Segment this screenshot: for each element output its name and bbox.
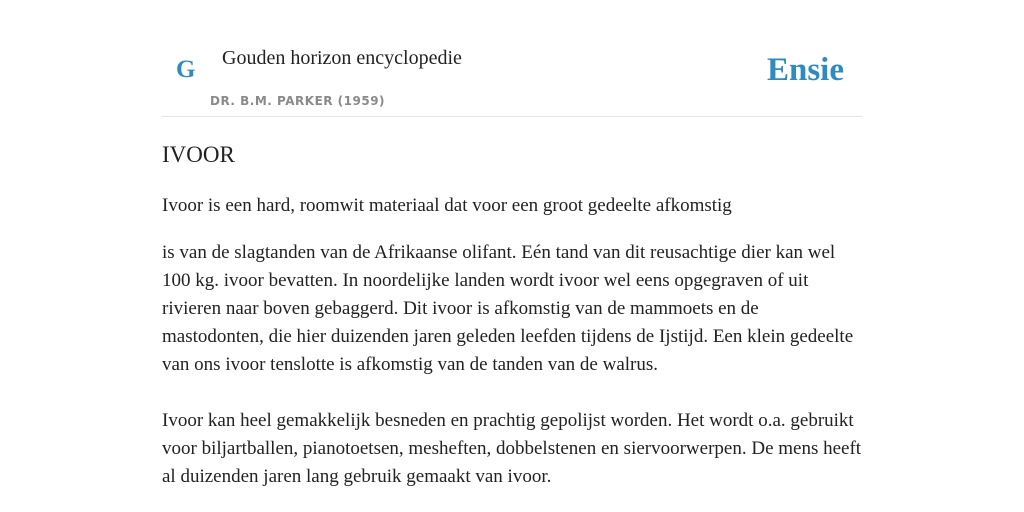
article-paragraph: Ivoor kan heel gemakkelijk besneden en prachtig gepolijst worden. Het wordt o.a. gebruikt voor biljartballen, pianotoetsen, mesheften, dobbelstenen en siervoorwerpen. De mens heeft al duizenden jaren lang gebruik gemaakt van ivoor. xyxy=(162,410,862,487)
article-body xyxy=(162,192,862,510)
book-author: DR. B.M. PARKER (1959) xyxy=(210,94,386,108)
article-paragraph-intro: Ivoor is een hard, roomwit materiaal dat voor een groot gedeelte afkomstig xyxy=(162,195,732,216)
book-title[interactable]: Gouden horizon encyclopedie xyxy=(222,47,462,69)
article-title: IVOOR xyxy=(162,142,235,167)
article-paragraph: is van de slagtanden van de Afrikaanse olifant. Eén tand van dit reusachtige dier kan wel 100 kg. ivoor bevatten. In noordelijke landen wordt ivoor wel eens opgegraven of uit rivieren naar boven gebaggerd. Dit ivoor is afkomstig van de mammoets en de mastodonten, die hier duizenden jaren geleden leefden tijdens de Ijstijd. Een klein gedeelte van ons ivoor tenslotte is afkomstig van de tanden van de walrus. xyxy=(162,242,854,375)
book-logo[interactable]: G xyxy=(176,56,196,83)
brand-logo[interactable]: Ensie xyxy=(766,52,844,88)
site-header xyxy=(162,0,862,117)
